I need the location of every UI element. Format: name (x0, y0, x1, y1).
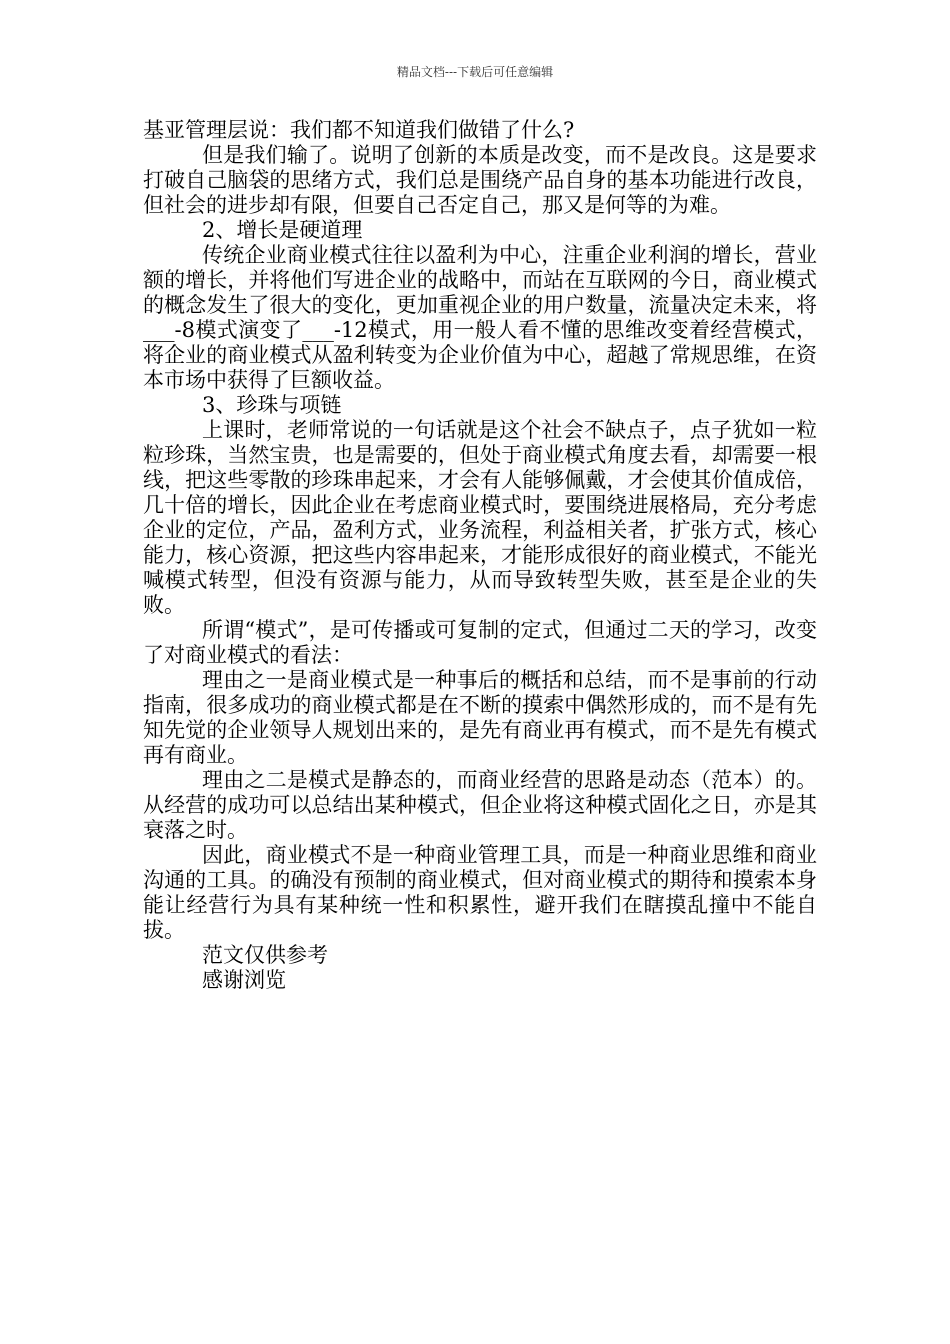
paragraph-conclusion: 因此，商业模式不是一种商业管理工具，而是一种商业思维和商业沟通的工具。的确没有预制的商业模式，但对商业模式的期待和摸索本身能让经营行为具有某种统一性和积累性，避开我们在瞎摸乱撞中不能自拔。 (143, 843, 817, 942)
paragraph-innovation: 但是我们输了。说明了创新的本质是改变，而不是改良。这是要求打破自己脑袋的思绪方式，我们总是围绕产品自身的基本功能进行改良，但社会的进步却有限，但要自己否定自己，那又是何等的为难。 (143, 143, 817, 217)
closing-note-thanks: 感谢浏览 (202, 968, 286, 992)
closing-note-reference: 范文仅供参考 (202, 943, 328, 967)
paragraph-continuation: 基亚管理层说：我们都不知道我们做错了什么? (143, 118, 575, 142)
section-heading-growth: 2、增长是硬道理 (202, 218, 363, 242)
paragraph-reason-one: 理由之一是商业模式是一种事后的概括和总结，而不是事前的行动指南，很多成功的商业模式都是在不断的摸索中偶然形成的，而不是有先知先觉的企业领导人规划出来的，是先有商业再有模式，而不是先有模式再有商业。 (143, 668, 817, 767)
paragraph-pearls: 上课时，老师常说的一句话就是这个社会不缺点子，点子犹如一粒粒珍珠，当然宝贵，也是需要的，但处于商业模式角度去看，却需要一根线，把这些零散的珍珠串起来，才会有人能够佩戴，才会使其价值成倍，几十倍的增长，因此企业在考虑商业模式时，要围绕进展格局，充分考虑企业的定位，产品，盈利方式，业务流程，利益相关者，扩张方式，核心能力，核心资源，把这些内容串起来，才能形成很好的商业模式，不能光喊模式转型，但没有资源与能力，从而导致转型失败，甚至是企业的失败。 (143, 418, 817, 617)
paragraph-pattern-definition: 所谓“模式”，是可传播或可复制的定式，但通过二天的学习，改变了对商业模式的看法： (143, 618, 817, 667)
paragraph-reason-two: 理由之二是模式是静态的，而商业经营的思路是动态（范本）的。从经营的成功可以总结出某种模式，但企业将这种模式固化之日，亦是其衰落之时。 (143, 768, 817, 842)
paragraph-growth: 传统企业商业模式往往以盈利为中心，注重企业利润的增长，营业额的增长，并将他们写进企业的战略中，而站在互联网的今日，商业模式的概念发生了很大的变化，更加重视企业的用户数量，流量决定未来，将___-8模式演变了___-12模式，用一般人看不懂的思维改变着经营模式，将企业的商业模式从盈利转变为企业价值为中心，超越了常规思维，在资本市场中获得了巨额收益。 (143, 243, 817, 392)
document-body (143, 118, 817, 993)
section-heading-pearls: 3、珍珠与项链 (202, 393, 342, 417)
page-header: 精品文档---下载后可任意编辑 (396, 65, 554, 79)
